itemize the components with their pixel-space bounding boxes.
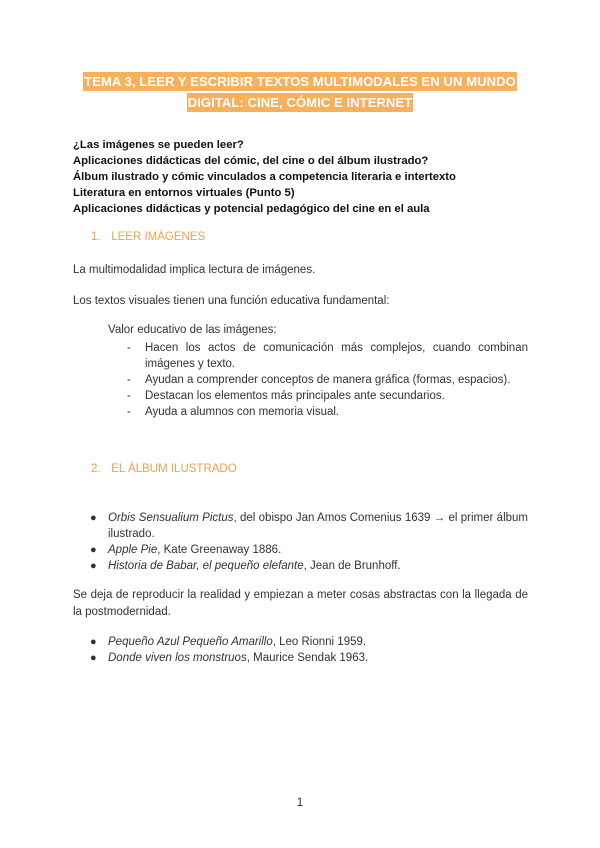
book-details: , del obispo Jan Amos Comenius 1639 → el primer álbum ilustrado. <box>108 512 528 540</box>
document-title <box>0 72 600 114</box>
title-line-1: TEMA 3, LEER Y ESCRIBIR TEXTOS MULTIMODALES EN UN MUNDO <box>84 74 516 89</box>
list-item <box>108 372 528 388</box>
page-number: 1 <box>296 795 304 809</box>
list-item <box>90 558 528 574</box>
list-item <box>90 650 528 666</box>
paragraph: Se deja de reproducir la realidad y empiezan a meter cosas abstractas con la llegada de la postmodernidad. <box>73 589 528 618</box>
topic-item: ¿Las imágenes se pueden leer? <box>73 139 244 151</box>
list-item <box>90 634 528 650</box>
bullet-icon: ● <box>90 636 97 648</box>
list-item-text: Destacan los elementos más principales ante secundarios. <box>145 390 445 402</box>
bullet-list <box>90 510 528 574</box>
book-title: Orbis Sensualium Pictus <box>108 512 234 524</box>
book-details: , Maurice Sendak 1963. <box>246 652 369 664</box>
list-item-text: Ayuda a alumnos con memoria visual. <box>145 406 340 418</box>
book-details: , Jean de Brunhoff. <box>303 560 401 572</box>
book-details: , Leo Rionni 1959. <box>272 636 367 648</box>
book-title: Pequeño Azul Pequeño Amarillo <box>108 636 273 648</box>
dash-list <box>108 340 528 420</box>
section-number: 2. <box>91 463 101 475</box>
list-item-text: Ayudan a comprender conceptos de manera gráfica (formas, espacios). <box>145 374 511 386</box>
bullet-icon: ● <box>90 560 97 572</box>
topic-item: Aplicaciones didácticas y potencial pedagógico del cine en el aula <box>73 203 430 215</box>
section-number: 1. <box>91 231 101 243</box>
section-title: EL ÁLBUM ILUSTRADO <box>111 463 237 475</box>
list-item <box>108 388 528 404</box>
paragraph: La multimodalidad implica lectura de imágenes. <box>73 264 316 276</box>
book-details: , Kate Greenaway 1886. <box>157 544 282 556</box>
list-item <box>108 404 528 420</box>
subheading: Valor educativo de las imágenes: <box>108 324 277 336</box>
topic-item: Álbum ilustrado y cómic vinculados a competencia literaria e intertexto <box>73 171 456 183</box>
topics-list <box>73 137 533 217</box>
book-title: Historia de Babar, el pequeño elefante <box>108 560 304 572</box>
bullet-icon: ● <box>90 652 97 664</box>
topic-item: Aplicaciones didácticas del cómic, del cine o del álbum ilustrado? <box>73 155 429 167</box>
book-title: Donde viven los monstruos <box>108 652 247 664</box>
topic-item: Literatura en entornos virtuales (Punto 5) <box>73 187 295 199</box>
list-item <box>108 340 528 372</box>
list-item <box>90 542 528 558</box>
bullet-icon: ● <box>90 512 97 524</box>
list-item <box>90 510 528 542</box>
list-item-text: Hacen los actos de comunicación más complejos, cuando combinan imágenes y texto. <box>145 342 528 370</box>
book-title: Apple Pie <box>108 544 158 556</box>
paragraph: Los textos visuales tienen una función educativa fundamental: <box>73 295 390 307</box>
bullet-list <box>90 634 528 666</box>
section-heading-leer-imagenes <box>91 231 205 243</box>
bullet-icon: ● <box>90 544 97 556</box>
section-heading-album-ilustrado <box>91 463 237 475</box>
title-line-2: DIGITAL: CINE, CÓMIC E INTERNET <box>187 95 413 110</box>
section-title: LEER IMÁGENES <box>111 231 206 243</box>
